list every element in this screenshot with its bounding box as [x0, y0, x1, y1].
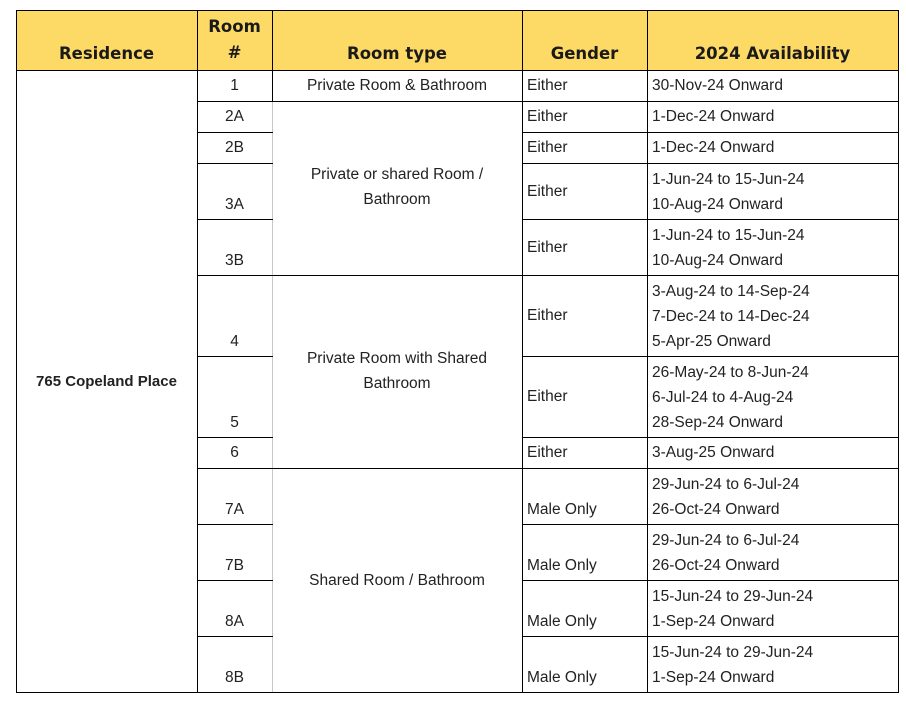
row-divider [197, 219, 273, 220]
availability-cell [647, 524, 898, 580]
residence-name: 765 Copeland Place [36, 372, 177, 390]
availability-line: 1-Dec-24 Onward [652, 139, 775, 156]
availability-cell [647, 163, 898, 219]
room-number-cell [197, 163, 272, 219]
availability-line: 30-Nov-24 Onward [652, 77, 783, 94]
availability-cell [647, 468, 898, 524]
room-type-label-line: Bathroom [363, 191, 431, 208]
room-number-cell [197, 636, 272, 692]
gender-cell [522, 636, 647, 692]
header-gender [522, 10, 647, 70]
room-type-label-line: Bathroom [363, 374, 431, 392]
row-divider [522, 524, 899, 525]
availability-line: 3-Aug-24 to 14-Sep-24 [652, 283, 810, 300]
room-number-cell [197, 275, 272, 356]
room-column-divider [272, 101, 273, 692]
gender-cell [522, 437, 647, 468]
row-divider [197, 132, 273, 133]
availability-line: 1-Sep-24 Onward [652, 613, 775, 630]
availability-cell [647, 580, 898, 636]
availability-cell [647, 275, 898, 356]
header-column-divider [522, 10, 523, 70]
header-residence [16, 10, 197, 70]
gender-cell [522, 524, 647, 580]
row-divider [197, 468, 273, 469]
header-room-number [197, 10, 272, 70]
availability-line: 7-Dec-24 to 14-Dec-24 [652, 308, 810, 325]
availability-line: 1-Dec-24 Onward [652, 108, 775, 125]
room-number-cell [197, 524, 272, 580]
availability-cell [647, 101, 898, 132]
gender-cell [522, 468, 647, 524]
availability-line: 29-Jun-24 to 6-Jul-24 [652, 476, 800, 493]
availability-line: 3-Aug-25 Onward [652, 444, 775, 461]
header-room-number-line1: Room [208, 17, 261, 36]
table-bottom-border [16, 692, 899, 693]
room-number-cell [197, 70, 272, 101]
availability-line: 6-Jul-24 to 4-Aug-24 [652, 389, 794, 406]
availability-line: 5-Apr-25 Onward [652, 333, 771, 350]
room-number-cell [197, 580, 272, 636]
room-number-cell [197, 468, 272, 524]
room-number: 6 [230, 444, 239, 461]
gender-cell [522, 275, 647, 356]
room-type-cell [272, 70, 522, 101]
availability-cell [647, 219, 898, 275]
gender-value: Male Only [527, 613, 597, 630]
row-divider [522, 219, 899, 220]
availability-line: 15-Jun-24 to 29-Jun-24 [652, 588, 814, 605]
availability-line: 29-Jun-24 to 6-Jul-24 [652, 532, 800, 549]
availability-line: 15-Jun-24 to 29-Jun-24 [652, 644, 814, 661]
gender-value: Male Only [527, 669, 597, 686]
room-number: 3B [225, 252, 244, 269]
row-divider [522, 163, 899, 164]
header-availability [647, 10, 898, 70]
room-type-label-line: Private or shared Room / [310, 166, 484, 183]
room-type-label: Private Room & Bathroom [306, 77, 488, 94]
room-type-label: Shared Room / Bathroom [309, 571, 485, 589]
room-number-cell [197, 356, 272, 437]
gender-value: Either [527, 108, 568, 125]
header-bottom-border [16, 70, 899, 71]
availability-line: 28-Sep-24 Onward [652, 414, 783, 431]
header-room-type [272, 10, 522, 70]
row-divider [522, 636, 899, 637]
room-number-cell [197, 219, 272, 275]
gender-value: Either [527, 307, 568, 324]
table-left-border [16, 10, 17, 693]
row-divider [522, 101, 899, 102]
gender-value: Either [527, 139, 568, 156]
room-number: 1 [230, 77, 239, 94]
room-number-cell [197, 132, 272, 163]
header-residence-label: Residence [58, 44, 155, 63]
availability-cell [647, 636, 898, 692]
gender-cell [522, 580, 647, 636]
availability-line: 26-Oct-24 Onward [652, 501, 780, 518]
gender-cell [522, 70, 647, 101]
gender-value: Male Only [527, 501, 597, 518]
gender-value: Either [527, 182, 568, 200]
room-number-cell [197, 437, 272, 468]
row-divider [522, 356, 899, 357]
room-number: 7A [225, 501, 244, 518]
availability-cell [647, 132, 898, 163]
table-top-border [16, 10, 899, 11]
room-number: 5 [230, 414, 239, 431]
header-room-type-label: Room type [347, 44, 447, 63]
gender-value: Male Only [527, 557, 597, 574]
row-divider [522, 437, 899, 438]
room-number: 2B [225, 139, 244, 156]
gender-cell [522, 101, 647, 132]
row-divider [197, 163, 273, 164]
availability-cell [647, 437, 898, 468]
row-divider [197, 524, 273, 525]
availability-line: 26-Oct-24 Onward [652, 557, 780, 574]
row-divider [197, 437, 273, 438]
availability-line: 1-Jun-24 to 15-Jun-24 [652, 171, 805, 188]
room-type-label-line: Private Room with Shared [306, 349, 488, 367]
gender-cell [522, 132, 647, 163]
gender-cell [522, 219, 647, 275]
room-number: 8A [225, 613, 244, 630]
row-divider [197, 636, 273, 637]
row-divider [522, 275, 899, 276]
gender-value: Either [527, 444, 568, 461]
availability-line: 10-Aug-24 Onward [652, 196, 783, 213]
header-column-divider [197, 10, 198, 70]
header-gender-label: Gender [550, 44, 619, 63]
room-number: 3A [225, 196, 244, 213]
row-divider [522, 580, 899, 581]
table-right-border [898, 10, 899, 693]
room-number: 4 [230, 333, 239, 350]
row-divider [522, 132, 899, 133]
gender-value: Either [527, 77, 568, 94]
header-column-divider [272, 10, 273, 70]
row-divider [197, 101, 273, 102]
row-divider [197, 580, 273, 581]
room-type-cell [272, 468, 522, 692]
room-number: 7B [225, 557, 244, 574]
availability-cell [647, 356, 898, 437]
room-column-divider [272, 70, 273, 101]
availability-line: 26-May-24 to 8-Jun-24 [652, 364, 809, 381]
availability-cell [647, 70, 898, 101]
row-divider [522, 468, 899, 469]
room-number-cell [197, 101, 272, 132]
gender-value: Either [527, 238, 568, 256]
residence-cell [16, 70, 197, 692]
room-number: 8B [225, 669, 244, 686]
gender-cell [522, 356, 647, 437]
header-availability-label: 2024 Availability [694, 44, 851, 63]
gender-cell [522, 163, 647, 219]
header-room-number-line2: # [227, 43, 242, 62]
gender-value: Either [527, 388, 568, 405]
room-type-group-divider [272, 275, 523, 276]
room-type-cell [272, 101, 522, 275]
availability-line: 1-Jun-24 to 15-Jun-24 [652, 227, 805, 244]
room-number: 2A [225, 108, 244, 125]
room-type-group-divider [272, 468, 523, 469]
room-type-group-divider [272, 101, 523, 102]
availability-line: 1-Sep-24 Onward [652, 669, 775, 686]
header-column-divider [647, 10, 648, 70]
room-type-cell [272, 275, 522, 468]
row-divider [197, 356, 273, 357]
availability-line: 10-Aug-24 Onward [652, 252, 783, 269]
row-divider [197, 275, 273, 276]
